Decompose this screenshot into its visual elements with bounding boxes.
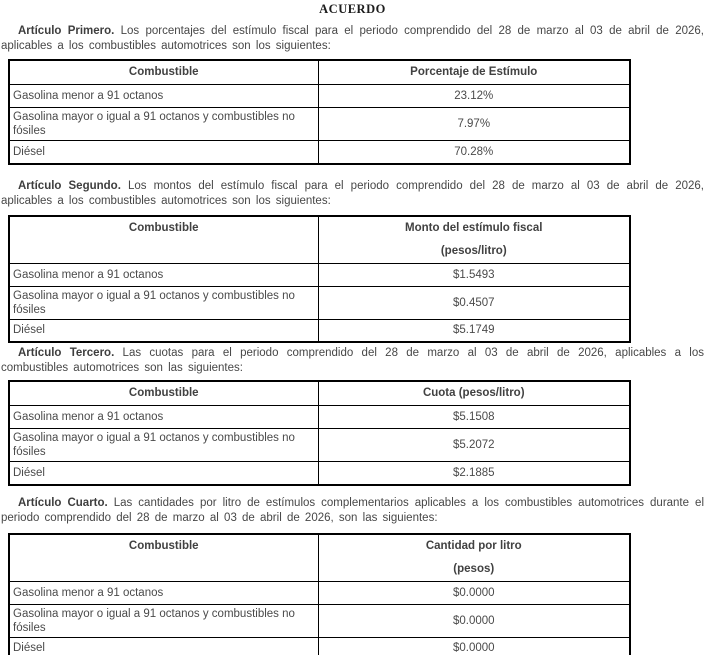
- table-row: [9, 108, 630, 141]
- fuel-column-header: Combustible: [9, 60, 318, 85]
- value-column-subheader: (pesos): [453, 562, 495, 575]
- fuel-cell: Diésel: [9, 462, 318, 485]
- article-1-paragraph: [1, 24, 704, 54]
- article-2-label: Artículo Segundo.: [18, 179, 121, 192]
- value-cell: $0.0000: [318, 637, 630, 655]
- article-1-table: [8, 59, 631, 165]
- value-column-header: Cantidad por litro (pesos): [318, 534, 630, 582]
- fuel-cell: Gasolina menor a 91 octanos: [9, 85, 318, 108]
- value-column-header: Cuota (pesos/litro): [318, 381, 630, 406]
- fuel-cell: Diésel: [9, 141, 318, 164]
- value-cell: 7.97%: [318, 108, 630, 141]
- article-4-paragraph: [1, 496, 704, 526]
- table-row: [9, 263, 630, 286]
- fuel-cell: Gasolina menor a 91 octanos: [9, 406, 318, 429]
- value-column-subheader: (pesos/litro): [440, 244, 507, 257]
- fuel-column-header: Combustible: [9, 381, 318, 406]
- table-row: [9, 604, 630, 637]
- table-row: [9, 581, 630, 604]
- article-4-label: Artículo Cuarto.: [18, 496, 108, 509]
- fuel-column-header: Combustible: [9, 216, 318, 264]
- article-4-body: Las cantidades por litro de estímulos complementarios aplicables a los combustibles automotrices durante el periodo comprendido del 28 de marzo al 03 de abril de 2026, son las siguientes:: [1, 496, 704, 524]
- value-column-header: Monto del estímulo fiscal (pesos/litro): [318, 216, 630, 264]
- value-cell: 23.12%: [318, 85, 630, 108]
- article-3-paragraph: [1, 346, 704, 376]
- fuel-cell: Gasolina mayor o igual a 91 octanos y combustibles no fósiles: [9, 286, 318, 319]
- table-header-row: [9, 381, 630, 406]
- value-cell: $2.1885: [318, 462, 630, 485]
- table-row: [9, 462, 630, 485]
- article-4-table: [8, 533, 631, 655]
- value-column-header: Porcentaje de Estímulo: [318, 60, 630, 85]
- table-header-row: [9, 534, 630, 582]
- article-3-table: [8, 380, 631, 486]
- fuel-cell: Gasolina mayor o igual a 91 octanos y combustibles no fósiles: [9, 429, 318, 462]
- table-row: [9, 141, 630, 164]
- table-row: [9, 286, 630, 319]
- value-cell: $5.1508: [318, 406, 630, 429]
- article-2-table: [8, 215, 631, 344]
- table-header-row: [9, 60, 630, 85]
- fuel-column-header: Combustible: [9, 534, 318, 582]
- value-cell: $0.0000: [318, 604, 630, 637]
- fuel-cell: Gasolina menor a 91 octanos: [9, 581, 318, 604]
- article-1-body: Los porcentajes del estímulo fiscal para el periodo comprendido del 28 de marzo al 03 de abril de 2026, aplicables a los combustibles automotrices son los siguientes:: [1, 25, 704, 52]
- table-row: [9, 429, 630, 462]
- article-2-body: Los montos del estímulo fiscal para el periodo comprendido del 28 de marzo al 03 de abril de 2026, aplicables a los combustibles automotrices son los siguientes:: [1, 179, 704, 207]
- table-row: [9, 406, 630, 429]
- value-cell: $5.1749: [318, 319, 630, 342]
- fuel-cell: Gasolina mayor o igual a 91 octanos y combustibles no fósiles: [9, 604, 318, 637]
- fuel-cell: Gasolina menor a 91 octanos: [9, 263, 318, 286]
- fuel-cell: Diésel: [9, 637, 318, 655]
- value-cell: $0.4507: [318, 286, 630, 319]
- fuel-cell: Diésel: [9, 319, 318, 342]
- table-row: [9, 319, 630, 342]
- document-title: ACUERDO: [319, 2, 386, 16]
- fuel-cell: Gasolina mayor o igual a 91 octanos y combustibles no fósiles: [9, 108, 318, 141]
- article-1-label: Artículo Primero.: [18, 25, 115, 37]
- value-cell: $5.2072: [318, 429, 630, 462]
- article-3-label: Artículo Tercero.: [18, 347, 115, 359]
- article-2-paragraph: [1, 179, 704, 209]
- value-cell: $1.5493: [318, 263, 630, 286]
- value-cell: $0.0000: [318, 581, 630, 604]
- table-row: [9, 637, 630, 655]
- value-cell: 70.28%: [318, 141, 630, 164]
- article-3-body: Las cuotas para el periodo comprendido del 28 de marzo al 03 de abril de 2026, aplicables a los combustibles automotrices son las siguientes:: [1, 347, 704, 374]
- table-row: [9, 85, 630, 108]
- table-header-row: [9, 216, 630, 264]
